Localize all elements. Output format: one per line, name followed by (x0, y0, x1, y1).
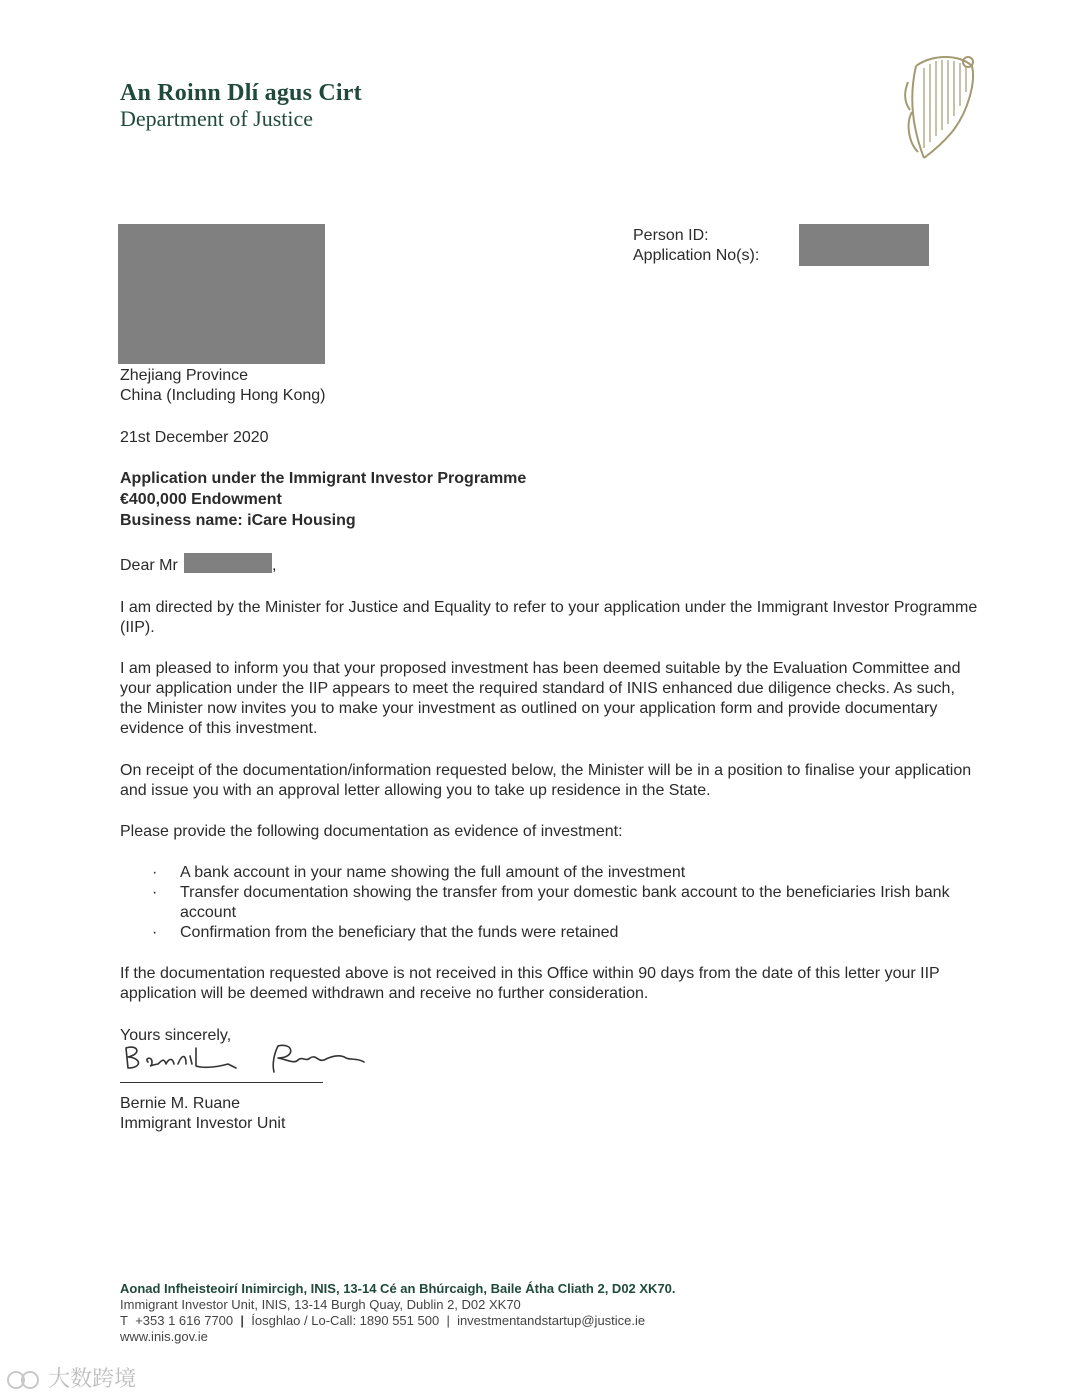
paragraph-approval: I am pleased to inform you that your proposed investment has been deemed suitable by the Evaluation Committee and your application under the IIP appears to meet the required standard of INIS enhanced due diligence checks. As such, the Minister now invites you to make your investment as outlined on your application form and provide documentary evidence of this investment. (120, 660, 961, 737)
footer-locall: Lo-Call: 1890 551 500 (311, 1313, 440, 1328)
list-item-text: Confirmation from the beneficiary that the funds were retained (180, 924, 619, 941)
harp-emblem-icon (902, 52, 978, 164)
footer-separator: | (240, 1313, 245, 1328)
reference-labels (633, 226, 759, 266)
footer-contact-line (120, 1313, 676, 1329)
list-item (120, 883, 980, 923)
salutation-prefix: Dear Mr (120, 557, 178, 574)
footer-address-irish: Aonad Infheisteoirí Inimircigh, INIS, 13-14 Cé an Bhúrcaigh, Baile Átha Cliath 2, D02 XK70. (120, 1281, 676, 1296)
address-country: China (Including Hong Kong) (120, 387, 326, 404)
footer-email-link[interactable]: investmentandstartup@justice.ie (457, 1313, 646, 1328)
subject-line-endowment: €400,000 Endowment (120, 491, 282, 508)
paragraph-direction: I am directed by the Minister for Justice and Equality to refer to your application under the Immigrant Investor Programme (IIP). (120, 599, 978, 636)
footer-fax-label: Íosghlao / (251, 1313, 308, 1328)
letter-footer (120, 1281, 676, 1345)
list-item-text: Transfer documentation showing the transfer from your domestic bank account to the beneficiaries Irish bank account (180, 884, 950, 921)
application-number-label: Application No(s): (633, 247, 760, 264)
handwritten-signature (118, 1038, 374, 1076)
footer-phone: +353 1 616 7700 (135, 1313, 234, 1328)
department-name-english: Department of Justice (120, 106, 314, 131)
paragraph-next-steps: On receipt of the documentation/information requested below, the Minister will be in a position to finalise your application and issue you with an approval letter allowing you to take up residence in the State. (120, 762, 972, 799)
signatory-block (120, 1094, 285, 1134)
signatory-unit: Immigrant Investor Unit (120, 1115, 286, 1132)
footer-address-english: Immigrant Investor Unit, INIS, 13-14 Burgh Quay, Dublin 2, D02 XK70 (120, 1297, 521, 1312)
watermark-logo-icon (6, 1368, 42, 1392)
address-province: Zhejiang Province (120, 367, 249, 384)
subject-line-business: Business name: iCare Housing (120, 512, 356, 529)
department-name-irish: An Roinn Dlí agus Cirt (120, 80, 362, 106)
footer-phone-label: T (120, 1313, 128, 1328)
watermark (6, 1362, 136, 1393)
list-item (120, 923, 980, 943)
documentation-list (120, 863, 980, 943)
footer-separator: | (446, 1313, 450, 1328)
footer-website-link[interactable]: www.inis.gov.ie (120, 1329, 208, 1344)
redacted-recipient-name (184, 553, 272, 573)
paragraph-deadline: If the documentation requested above is not received in this Office within 90 days from the date of this letter your IIP application will be deemed withdrawn and receive no further consideration. (120, 965, 940, 1002)
salutation-suffix: , (272, 557, 277, 574)
bullet-marker: · (152, 884, 158, 901)
list-item-text: A bank account in your name showing the full amount of the investment (180, 864, 686, 881)
redacted-reference-numbers (799, 224, 929, 266)
letter-date: 21st December 2020 (120, 429, 269, 446)
redacted-recipient-address (118, 224, 325, 364)
valediction: Yours sincerely, (120, 1027, 232, 1044)
recipient-address (120, 366, 325, 406)
subject-line-programme: Application under the Immigrant Investor Programme (120, 470, 527, 487)
bullet-marker: · (152, 864, 158, 881)
person-id-label: Person ID: (633, 227, 709, 244)
signatory-name: Bernie M. Ruane (120, 1095, 241, 1112)
subject-block (120, 468, 526, 531)
watermark-text: 大数跨境 (48, 1366, 137, 1391)
bullet-marker: · (152, 924, 158, 941)
paragraph-documentation-request: Please provide the following documentation as evidence of investment: (120, 823, 623, 840)
signature-line (120, 1082, 323, 1083)
list-item (120, 863, 980, 883)
